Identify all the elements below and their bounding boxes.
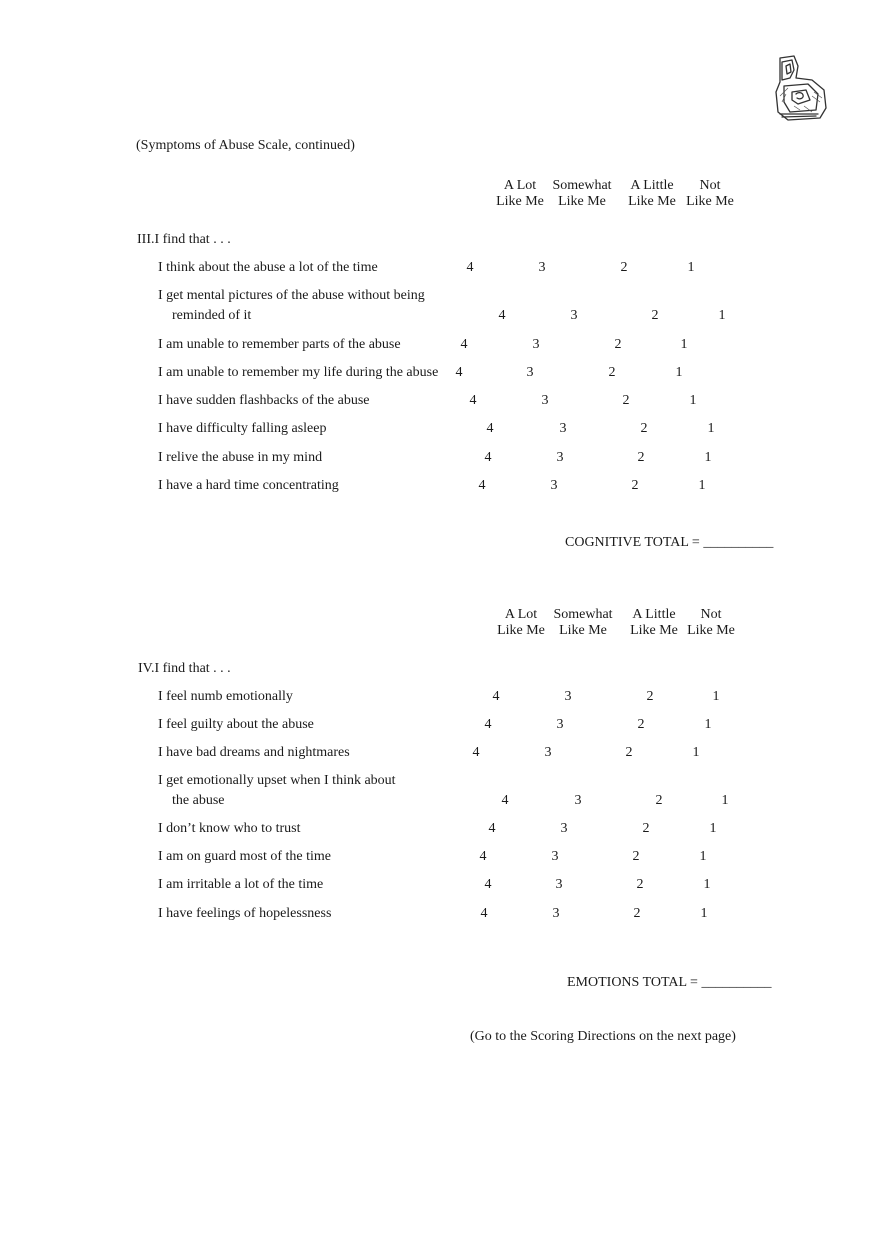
section4-item-text: I am on guard most of the time — [158, 849, 332, 864]
section3-rating-option[interactable]: 2 — [620, 260, 628, 275]
section4-rating-option[interactable]: 1 — [704, 717, 712, 732]
emotions-total: EMOTIONS TOTAL = __________ — [567, 975, 772, 990]
column-header-line1: A Little — [630, 178, 674, 193]
section3-rating-option[interactable]: 1 — [689, 393, 697, 408]
column-header-line2: Like Me — [559, 623, 607, 638]
section4-rating-option[interactable]: 4 — [480, 906, 488, 921]
section3-rating-option[interactable]: 1 — [707, 421, 715, 436]
column-header-line2: Like Me — [630, 623, 678, 638]
section3-rating-option[interactable]: 1 — [680, 337, 688, 352]
section4-rating-option[interactable]: 3 — [560, 821, 568, 836]
section3-rating-option[interactable]: 2 — [640, 421, 648, 436]
section3-rating-option[interactable]: 3 — [559, 421, 567, 436]
section4-rating-option[interactable]: 1 — [709, 821, 717, 836]
section4-rating-option[interactable]: 2 — [646, 689, 654, 704]
section3-rating-option[interactable]: 3 — [538, 260, 546, 275]
section3-item-text: I relive the abuse in my mind — [158, 450, 323, 465]
column-header-line1: Somewhat — [553, 607, 613, 622]
section4-rating-option[interactable]: 3 — [552, 906, 560, 921]
section4-item-text: I feel numb emotionally — [158, 689, 293, 704]
section3-rating-option[interactable]: 4 — [486, 421, 494, 436]
section4-item-text: I am irritable a lot of the time — [158, 877, 324, 892]
column-header-line1: A Little — [632, 607, 676, 622]
section4-rating-option[interactable]: 3 — [556, 717, 564, 732]
section4-rating-option[interactable]: 3 — [564, 689, 572, 704]
section3-rating-option[interactable]: 1 — [698, 478, 706, 493]
section4-rating-option[interactable]: 4 — [479, 849, 487, 864]
section4-rating-option[interactable]: 4 — [501, 793, 509, 808]
section4-rating-option[interactable]: 2 — [636, 877, 644, 892]
section3-item-text: I get mental pictures of the abuse without being — [158, 288, 425, 303]
section3-rating-option[interactable]: 4 — [466, 260, 474, 275]
section4-item-text: I get emotionally upset when I think about — [158, 773, 396, 788]
section3-item-text: I have sudden flashbacks of the abuse — [158, 393, 370, 408]
column-header-line1: Somewhat — [552, 178, 612, 193]
section4-rating-option[interactable]: 4 — [484, 877, 492, 892]
section3-rating-option[interactable]: 2 — [614, 337, 622, 352]
section4-rating-option[interactable]: 3 — [574, 793, 582, 808]
section3-rating-option[interactable]: 3 — [550, 478, 558, 493]
section3-rating-option[interactable]: 2 — [622, 393, 630, 408]
section4-rating-option[interactable]: 1 — [699, 849, 707, 864]
section4-rating-option[interactable]: 3 — [551, 849, 559, 864]
section4-rating-option[interactable]: 1 — [712, 689, 720, 704]
section3-rating-option[interactable]: 3 — [541, 393, 549, 408]
section4-column-header — [543, 607, 623, 639]
section4-rating-option[interactable]: 1 — [692, 745, 700, 760]
section3-rating-option[interactable]: 2 — [637, 450, 645, 465]
section3-rating-option[interactable]: 3 — [570, 308, 578, 323]
section3-item-text: I am unable to remember parts of the abuse — [158, 337, 401, 352]
section3-rating-option[interactable]: 1 — [687, 260, 695, 275]
section4-item-text: I don’t know who to trust — [158, 821, 301, 836]
section3-rating-option[interactable]: 4 — [484, 450, 492, 465]
section4-rating-option[interactable]: 1 — [703, 877, 711, 892]
column-header-line1: A Lot — [504, 607, 538, 622]
column-header-line1: Not — [700, 607, 722, 622]
corner-sketch-logo — [768, 52, 830, 124]
section4-rating-option[interactable]: 4 — [492, 689, 500, 704]
section4-rating-option[interactable]: 2 — [642, 821, 650, 836]
section4-rating-option[interactable]: 3 — [555, 877, 563, 892]
section4-rating-option[interactable]: 3 — [544, 745, 552, 760]
section4-rating-option[interactable]: 2 — [655, 793, 663, 808]
section4-rating-option[interactable]: 4 — [472, 745, 480, 760]
section4-rating-option[interactable]: 4 — [488, 821, 496, 836]
column-header-line2: Like Me — [496, 194, 544, 209]
section3-rating-option[interactable]: 4 — [469, 393, 477, 408]
section3-item-text: I think about the abuse a lot of the time — [158, 260, 378, 275]
section3-rating-option[interactable]: 4 — [498, 308, 506, 323]
section3-column-header — [670, 178, 750, 210]
section4-item-text-continued: the abuse — [172, 793, 225, 808]
section3-heading: III.I find that . . . — [137, 232, 231, 247]
section3-item-text: I have a hard time concentrating — [158, 478, 339, 493]
section4-rating-option[interactable]: 1 — [721, 793, 729, 808]
page-caption: (Symptoms of Abuse Scale, continued) — [136, 138, 355, 153]
column-header-line1: A Lot — [503, 178, 537, 193]
section3-rating-option[interactable]: 2 — [608, 365, 616, 380]
column-header-line2: Like Me — [558, 194, 606, 209]
section3-rating-option[interactable]: 3 — [526, 365, 534, 380]
section3-item-text: I have difficulty falling asleep — [158, 421, 327, 436]
section4-rating-option[interactable]: 2 — [633, 906, 641, 921]
section3-item-text: I am unable to remember my life during the abuse — [158, 365, 439, 380]
section4-item-text: I feel guilty about the abuse — [158, 717, 314, 732]
section4-rating-option[interactable]: 2 — [632, 849, 640, 864]
section3-item-text-continued: reminded of it — [172, 308, 252, 323]
section3-rating-option[interactable]: 3 — [532, 337, 540, 352]
section3-rating-option[interactable]: 4 — [455, 365, 463, 380]
column-header-line2: Like Me — [628, 194, 676, 209]
section3-rating-option[interactable]: 2 — [651, 308, 659, 323]
section3-column-header — [542, 178, 622, 210]
section4-rating-option[interactable]: 2 — [625, 745, 633, 760]
cognitive-total: COGNITIVE TOTAL = __________ — [565, 535, 774, 550]
section4-rating-option[interactable]: 4 — [484, 717, 492, 732]
column-header-line2: Like Me — [687, 623, 735, 638]
section4-heading: IV.I find that . . . — [138, 661, 231, 676]
column-header-line2: Like Me — [497, 623, 545, 638]
section3-rating-option[interactable]: 4 — [460, 337, 468, 352]
section4-item-text: I have bad dreams and nightmares — [158, 745, 350, 760]
section4-column-header — [671, 607, 751, 639]
section3-rating-option[interactable]: 1 — [675, 365, 683, 380]
section3-rating-option[interactable]: 2 — [631, 478, 639, 493]
section4-rating-option[interactable]: 2 — [637, 717, 645, 732]
section4-rating-option[interactable]: 1 — [700, 906, 708, 921]
footer-note: (Go to the Scoring Directions on the next page) — [470, 1029, 736, 1044]
section3-rating-option[interactable]: 1 — [718, 308, 726, 323]
section3-rating-option[interactable]: 4 — [478, 478, 486, 493]
section4-item-text: I have feelings of hopelessness — [158, 906, 332, 921]
column-header-line2: Like Me — [686, 194, 734, 209]
column-header-line1: Not — [699, 178, 721, 193]
section3-rating-option[interactable]: 1 — [704, 450, 712, 465]
section3-rating-option[interactable]: 3 — [556, 450, 564, 465]
